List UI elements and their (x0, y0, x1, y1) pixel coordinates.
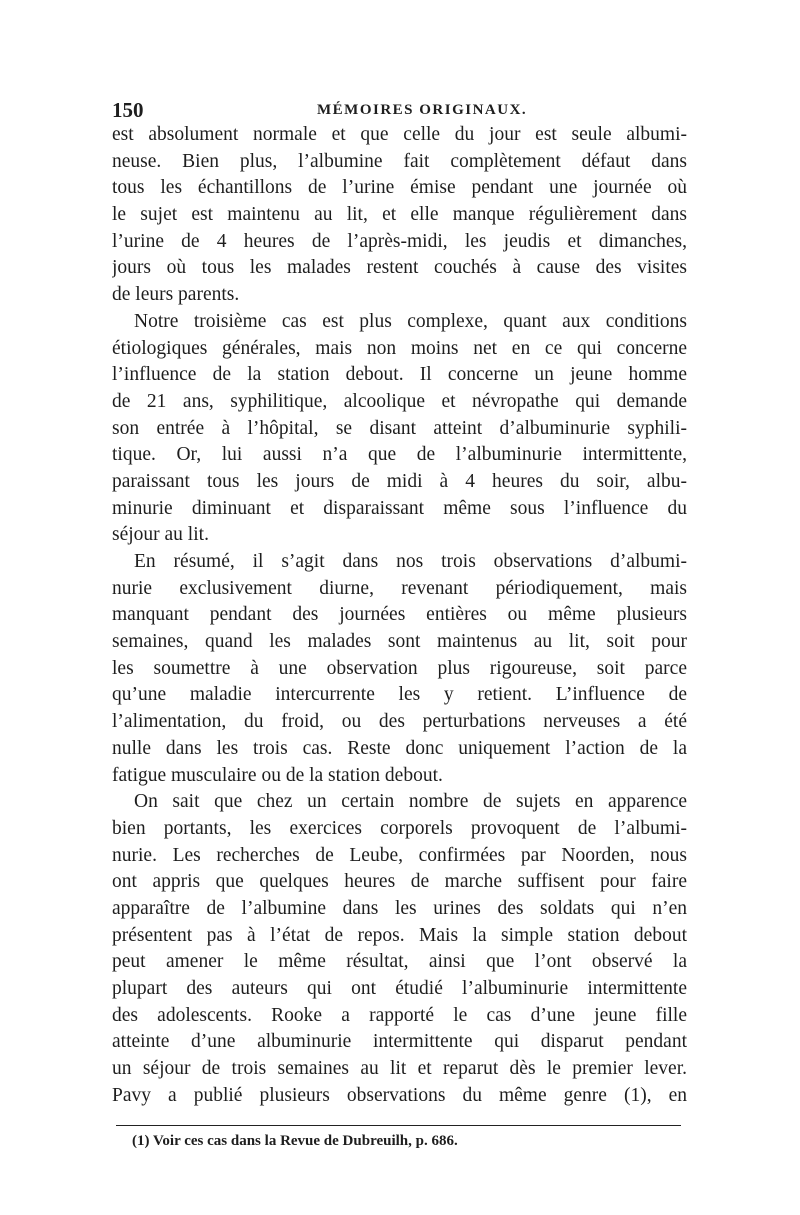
text-line: l’alimentation, du froid, ou des perturbations nerveuses a été (112, 711, 687, 733)
footnote: (1) Voir ces cas dans la Revue de Dubreuilh, p. 686. (132, 1133, 458, 1149)
text-line: nurie exclusivement diurne, revenant périodiquement, mais (112, 577, 687, 599)
text-line: son entrée à l’hôpital, se disant atteint d’albuminurie syphili- (112, 417, 687, 439)
text-line: Pavy a publié plusieurs observations du même genre (1), en (112, 1084, 687, 1106)
text-line: neuse. Bien plus, l’albumine fait complètement défaut dans (112, 150, 687, 172)
running-title: MÉMOIRES ORIGINAUX. (317, 102, 528, 118)
text-line: On sait que chez un certain nombre de sujets en apparence (134, 791, 687, 813)
text-line: le sujet est maintenu au lit, et elle manque régulièrement dans (112, 204, 687, 226)
text-line: qu’une maladie intercurrente les y retient. L’influence de (112, 684, 687, 706)
text-line: présentent pas à l’état de repos. Mais la simple station debout (112, 924, 687, 946)
footnote-divider (116, 1125, 681, 1126)
text-line: étiologiques générales, mais non moins net en ce qui concerne (112, 337, 687, 359)
text-line: jours où tous les malades restent couchés à cause des visites (112, 257, 687, 279)
text-line: de 21 ans, syphilitique, alcoolique et névropathe qui demande (112, 390, 687, 412)
text-line: ont appris que quelques heures de marche suffisent pour faire (112, 871, 687, 893)
text-line: fatigue musculaire ou de la station debout. (112, 764, 443, 786)
text-line: plupart des auteurs qui ont étudié l’albuminurie intermittente (112, 978, 687, 999)
text-line: bien portants, les exercices corporels provoquent de l’albumi- (112, 817, 687, 839)
text-line: est absolument normale et que celle du jour est seule albumi- (112, 124, 687, 145)
text-line: des adolescents. Rooke a rapporté le cas d’une jeune fille (112, 1004, 687, 1026)
text-line: nurie. Les recherches de Leube, confirmées par Noorden, nous (112, 844, 687, 866)
text-line: l’urine de 4 heures de l’après-midi, les jeudis et dimanches, (112, 230, 687, 252)
text-line: l’influence de la station debout. Il concerne un jeune homme (112, 364, 687, 386)
body-text (112, 122, 687, 1109)
text-line: semaines, quand les malades sont maintenus au lit, soit pour (112, 631, 687, 653)
text-line: atteinte d’une albuminurie intermittente qui disparut pendant (112, 1031, 687, 1053)
text-line: tique. Or, lui aussi n’a que de l’albuminurie intermittente, (112, 444, 687, 466)
text-line: paraissant tous les jours de midi à 4 heures du soir, albu- (112, 470, 687, 492)
text-line: tous les échantillons de l’urine émise pendant une journée où (112, 177, 687, 199)
text-line: apparaître de l’albumine dans les urines des soldats qui n’en (112, 897, 687, 919)
text-line: peut amener le même résultat, ainsi que l’ont observé la (112, 951, 687, 973)
text-line: manquant pendant des journées entières ou même plusieurs (112, 604, 687, 626)
page-number: 150 (112, 98, 144, 122)
text-line: de leurs parents. (112, 284, 240, 306)
text-line: séjour au lit. (112, 524, 209, 546)
text-line: En résumé, il s’agit dans nos trois observations d’albumi- (134, 551, 687, 572)
text-line: un séjour de trois semaines au lit et reparut dès le premier lever. (112, 1058, 687, 1080)
text-line: les soumettre à une observation plus rigoureuse, soit parce (112, 657, 687, 679)
text-line: Notre troisième cas est plus complexe, quant aux conditions (134, 310, 687, 332)
text-line: minurie diminuant et disparaissant même sous l’influence du (112, 497, 687, 519)
text-line: nulle dans les trois cas. Reste donc uniquement l’action de la (112, 737, 687, 759)
